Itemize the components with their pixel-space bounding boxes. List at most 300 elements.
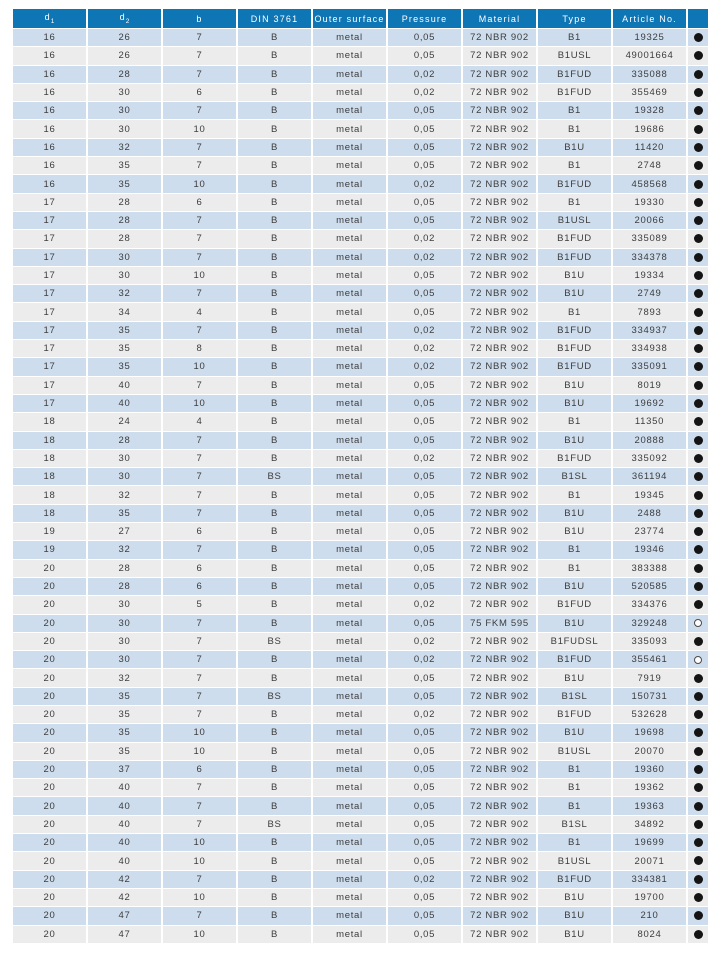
filled-circle-icon [694,710,703,719]
table-row [13,871,708,888]
cell-outer_surface: metal [313,432,386,449]
cell-outer_surface: metal [313,743,386,760]
cell-article_no: 19700 [613,889,686,906]
cell-b: 10 [163,175,236,192]
cell-type: B1FUD [538,706,611,723]
filled-circle-icon [694,783,703,792]
cell-d2: 30 [88,249,161,266]
table-row [13,432,708,449]
cell-article_no: 20066 [613,212,686,229]
cell-material: 72 NBR 902 [463,852,536,869]
cell-pressure: 0,05 [388,120,461,137]
cell-d1: 16 [13,84,86,101]
table-row [13,651,708,668]
cell-din: B [238,29,311,46]
table-row [13,84,708,101]
cell-pressure: 0,05 [388,468,461,485]
cell-type: B1 [538,303,611,320]
cell-d2: 47 [88,907,161,924]
cell-outer_surface: metal [313,84,386,101]
cell-article_no: 334381 [613,871,686,888]
cell-material: 72 NBR 902 [463,688,536,705]
cell-din: B [238,889,311,906]
cell-type: B1FUD [538,450,611,467]
cell-outer_surface: metal [313,724,386,741]
filled-circle-icon [694,161,703,170]
cell-material: 72 NBR 902 [463,249,536,266]
filled-circle-icon [694,820,703,829]
table-row [13,377,708,394]
cell-d2: 28 [88,66,161,83]
cell-availability [688,194,708,211]
cell-d1: 20 [13,633,86,650]
cell-b: 7 [163,322,236,339]
table-row [13,797,708,814]
cell-material: 72 NBR 902 [463,578,536,595]
cell-pressure: 0,05 [388,541,461,558]
cell-material: 72 NBR 902 [463,779,536,796]
cell-d1: 20 [13,669,86,686]
cell-availability [688,669,708,686]
cell-material: 72 NBR 902 [463,724,536,741]
filled-circle-icon [694,728,703,737]
table-row [13,523,708,540]
cell-b: 7 [163,706,236,723]
cell-article_no: 23774 [613,523,686,540]
cell-type: B1 [538,779,611,796]
cell-outer_surface: metal [313,596,386,613]
cell-din: B [238,267,311,284]
cell-outer_surface: metal [313,834,386,851]
cell-d1: 16 [13,29,86,46]
cell-availability [688,322,708,339]
cell-article_no: 7893 [613,303,686,320]
cell-availability [688,871,708,888]
cell-d1: 20 [13,871,86,888]
column-header-material: Material [463,9,536,28]
table-row [13,816,708,833]
cell-outer_surface: metal [313,102,386,119]
cell-pressure: 0,05 [388,907,461,924]
cell-b: 10 [163,724,236,741]
cell-material: 72 NBR 902 [463,395,536,412]
cell-pressure: 0,02 [388,66,461,83]
table-row [13,505,708,522]
cell-b: 5 [163,596,236,613]
cell-material: 72 NBR 902 [463,907,536,924]
cell-type: B1U [538,285,611,302]
cell-din: B [238,120,311,137]
cell-article_no: 335091 [613,358,686,375]
cell-b: 7 [163,779,236,796]
filled-circle-icon [694,509,703,518]
column-header-b: b [163,9,236,28]
cell-availability [688,779,708,796]
filled-circle-icon [694,106,703,115]
cell-b: 7 [163,66,236,83]
cell-din: BS [238,468,311,485]
cell-type: B1U [538,267,611,284]
cell-d1: 18 [13,413,86,430]
cell-availability [688,761,708,778]
filled-circle-icon [694,856,703,865]
cell-availability [688,267,708,284]
cell-outer_surface: metal [313,249,386,266]
cell-article_no: 19699 [613,834,686,851]
cell-din: B [238,706,311,723]
column-header-type: Type [538,9,611,28]
cell-article_no: 19698 [613,724,686,741]
cell-din: B [238,230,311,247]
cell-d1: 17 [13,212,86,229]
cell-d1: 20 [13,889,86,906]
cell-din: B [238,395,311,412]
cell-article_no: 19686 [613,120,686,137]
cell-d1: 16 [13,47,86,64]
cell-article_no: 19346 [613,541,686,558]
cell-material: 72 NBR 902 [463,413,536,430]
cell-d2: 30 [88,120,161,137]
cell-outer_surface: metal [313,816,386,833]
cell-pressure: 0,05 [388,29,461,46]
table-header [13,9,708,28]
cell-availability [688,340,708,357]
filled-circle-icon [694,893,703,902]
cell-d1: 17 [13,358,86,375]
cell-din: B [238,432,311,449]
cell-availability [688,285,708,302]
cell-din: B [238,413,311,430]
filled-circle-icon [694,234,703,243]
cell-article_no: 355469 [613,84,686,101]
open-circle-icon [694,656,702,664]
cell-type: B1U [538,505,611,522]
cell-outer_surface: metal [313,120,386,137]
cell-b: 7 [163,615,236,632]
cell-article_no: 335089 [613,230,686,247]
cell-d2: 35 [88,175,161,192]
cell-material: 72 NBR 902 [463,743,536,760]
cell-type: B1USL [538,47,611,64]
cell-d2: 35 [88,706,161,723]
cell-b: 7 [163,285,236,302]
cell-outer_surface: metal [313,267,386,284]
cell-pressure: 0,02 [388,706,461,723]
cell-din: B [238,852,311,869]
cell-b: 7 [163,212,236,229]
filled-circle-icon [694,527,703,536]
cell-d2: 42 [88,871,161,888]
cell-b: 7 [163,230,236,247]
cell-article_no: 334378 [613,249,686,266]
cell-pressure: 0,05 [388,669,461,686]
cell-type: B1 [538,157,611,174]
cell-article_no: 19363 [613,797,686,814]
table-row [13,633,708,650]
cell-d2: 28 [88,212,161,229]
cell-din: B [238,194,311,211]
cell-material: 72 NBR 902 [463,669,536,686]
cell-din: B [238,523,311,540]
cell-outer_surface: metal [313,157,386,174]
table-row [13,779,708,796]
cell-material: 72 NBR 902 [463,523,536,540]
cell-pressure: 0,02 [388,596,461,613]
cell-d1: 19 [13,523,86,540]
filled-circle-icon [694,180,703,189]
cell-availability [688,907,708,924]
cell-b: 4 [163,303,236,320]
cell-d1: 17 [13,249,86,266]
cell-b: 7 [163,871,236,888]
cell-article_no: 19325 [613,29,686,46]
cell-availability [688,797,708,814]
cell-d1: 20 [13,761,86,778]
cell-type: B1SL [538,816,611,833]
cell-material: 72 NBR 902 [463,212,536,229]
cell-pressure: 0,05 [388,395,461,412]
cell-material: 72 NBR 902 [463,139,536,156]
cell-d1: 17 [13,285,86,302]
cell-d1: 20 [13,797,86,814]
cell-d2: 32 [88,486,161,503]
cell-b: 8 [163,340,236,357]
filled-circle-icon [694,582,703,591]
cell-d2: 26 [88,29,161,46]
cell-d2: 30 [88,450,161,467]
table-row [13,157,708,174]
subscript-label: 2 [125,17,130,25]
table-row [13,889,708,906]
cell-b: 7 [163,249,236,266]
cell-din: B [238,596,311,613]
cell-pressure: 0,02 [388,230,461,247]
filled-circle-icon [694,326,703,335]
cell-din: B [238,834,311,851]
cell-availability [688,249,708,266]
cell-outer_surface: metal [313,377,386,394]
cell-outer_surface: metal [313,194,386,211]
cell-article_no: 8024 [613,926,686,943]
cell-outer_surface: metal [313,505,386,522]
table-row [13,230,708,247]
cell-d2: 35 [88,505,161,522]
product-table [11,8,710,944]
cell-article_no: 334376 [613,596,686,613]
filled-circle-icon [694,399,703,408]
cell-type: B1 [538,560,611,577]
cell-outer_surface: metal [313,395,386,412]
cell-type: B1USL [538,212,611,229]
cell-b: 7 [163,486,236,503]
cell-outer_surface: metal [313,797,386,814]
cell-type: B1FUD [538,230,611,247]
cell-b: 7 [163,797,236,814]
cell-pressure: 0,02 [388,633,461,650]
table-row [13,303,708,320]
table-row [13,66,708,83]
cell-material: 72 NBR 902 [463,303,536,320]
cell-article_no: 383388 [613,560,686,577]
cell-type: B1U [538,615,611,632]
cell-pressure: 0,05 [388,761,461,778]
cell-din: BS [238,816,311,833]
cell-d2: 47 [88,926,161,943]
cell-b: 7 [163,139,236,156]
cell-material: 72 NBR 902 [463,66,536,83]
cell-b: 6 [163,578,236,595]
cell-din: B [238,340,311,357]
cell-outer_surface: metal [313,651,386,668]
filled-circle-icon [694,747,703,756]
cell-outer_surface: metal [313,212,386,229]
cell-availability [688,29,708,46]
cell-type: B1FUD [538,322,611,339]
cell-pressure: 0,02 [388,651,461,668]
cell-article_no: 334937 [613,322,686,339]
filled-circle-icon [694,417,703,426]
cell-d2: 32 [88,285,161,302]
cell-article_no: 20071 [613,852,686,869]
cell-outer_surface: metal [313,413,386,430]
cell-type: B1U [538,889,611,906]
cell-material: 72 NBR 902 [463,468,536,485]
cell-type: B1 [538,102,611,119]
cell-b: 10 [163,926,236,943]
cell-pressure: 0,05 [388,688,461,705]
filled-circle-icon [694,289,703,298]
cell-din: B [238,486,311,503]
cell-pressure: 0,05 [388,816,461,833]
cell-d1: 17 [13,340,86,357]
cell-type: B1U [538,724,611,741]
subscript-label: 1 [50,17,55,25]
cell-d2: 28 [88,578,161,595]
table-row [13,907,708,924]
cell-din: B [238,797,311,814]
cell-outer_surface: metal [313,871,386,888]
filled-circle-icon [694,51,703,60]
cell-type: B1U [538,926,611,943]
cell-din: BS [238,688,311,705]
cell-article_no: 11350 [613,413,686,430]
cell-type: B1SL [538,468,611,485]
cell-availability [688,706,708,723]
cell-material: 72 NBR 902 [463,84,536,101]
cell-din: B [238,615,311,632]
cell-article_no: 2749 [613,285,686,302]
cell-d2: 32 [88,669,161,686]
table-row [13,578,708,595]
filled-circle-icon [694,381,703,390]
cell-article_no: 2748 [613,157,686,174]
cell-outer_surface: metal [313,926,386,943]
column-header-d1: $d_1$ [13,9,86,28]
cell-pressure: 0,02 [388,340,461,357]
cell-type: B1FUD [538,175,611,192]
cell-pressure: 0,02 [388,871,461,888]
filled-circle-icon [694,253,703,262]
cell-d1: 18 [13,468,86,485]
cell-pressure: 0,05 [388,578,461,595]
cell-pressure: 0,05 [388,560,461,577]
table-row [13,120,708,137]
cell-outer_surface: metal [313,523,386,540]
cell-din: B [238,303,311,320]
open-circle-icon [694,619,702,627]
cell-pressure: 0,05 [388,779,461,796]
table-row [13,852,708,869]
cell-d2: 28 [88,432,161,449]
cell-type: B1 [538,194,611,211]
cell-d1: 20 [13,926,86,943]
cell-din: B [238,175,311,192]
cell-article_no: 19345 [613,486,686,503]
column-header-d2: $d_2$ [88,9,161,28]
cell-outer_surface: metal [313,468,386,485]
table-row [13,358,708,375]
cell-availability [688,413,708,430]
cell-article_no: 8019 [613,377,686,394]
cell-b: 6 [163,194,236,211]
cell-d1: 20 [13,688,86,705]
cell-outer_surface: metal [313,47,386,64]
cell-din: B [238,212,311,229]
cell-d1: 20 [13,724,86,741]
cell-b: 7 [163,651,236,668]
cell-b: 6 [163,560,236,577]
cell-d2: 35 [88,724,161,741]
cell-article_no: 335093 [613,633,686,650]
filled-circle-icon [694,454,703,463]
cell-din: B [238,560,311,577]
cell-d1: 16 [13,175,86,192]
cell-outer_surface: metal [313,779,386,796]
cell-article_no: 20888 [613,432,686,449]
filled-circle-icon [694,600,703,609]
cell-pressure: 0,05 [388,47,461,64]
cell-din: B [238,724,311,741]
table-row [13,560,708,577]
cell-availability [688,560,708,577]
cell-din: B [238,377,311,394]
table-row [13,615,708,632]
cell-article_no: 7919 [613,669,686,686]
cell-d1: 16 [13,139,86,156]
cell-type: B1U [538,523,611,540]
cell-din: B [238,322,311,339]
cell-d1: 17 [13,267,86,284]
cell-d2: 30 [88,267,161,284]
cell-din: BS [238,633,311,650]
cell-b: 10 [163,743,236,760]
cell-d2: 40 [88,395,161,412]
cell-din: B [238,157,311,174]
cell-outer_surface: metal [313,889,386,906]
cell-type: B1 [538,797,611,814]
filled-circle-icon [694,674,703,683]
cell-material: 72 NBR 902 [463,432,536,449]
cell-d2: 27 [88,523,161,540]
cell-d2: 30 [88,633,161,650]
cell-d1: 20 [13,816,86,833]
cell-pressure: 0,05 [388,889,461,906]
cell-din: B [238,871,311,888]
cell-type: B1FUD [538,358,611,375]
table-row [13,926,708,943]
cell-availability [688,816,708,833]
cell-b: 7 [163,816,236,833]
